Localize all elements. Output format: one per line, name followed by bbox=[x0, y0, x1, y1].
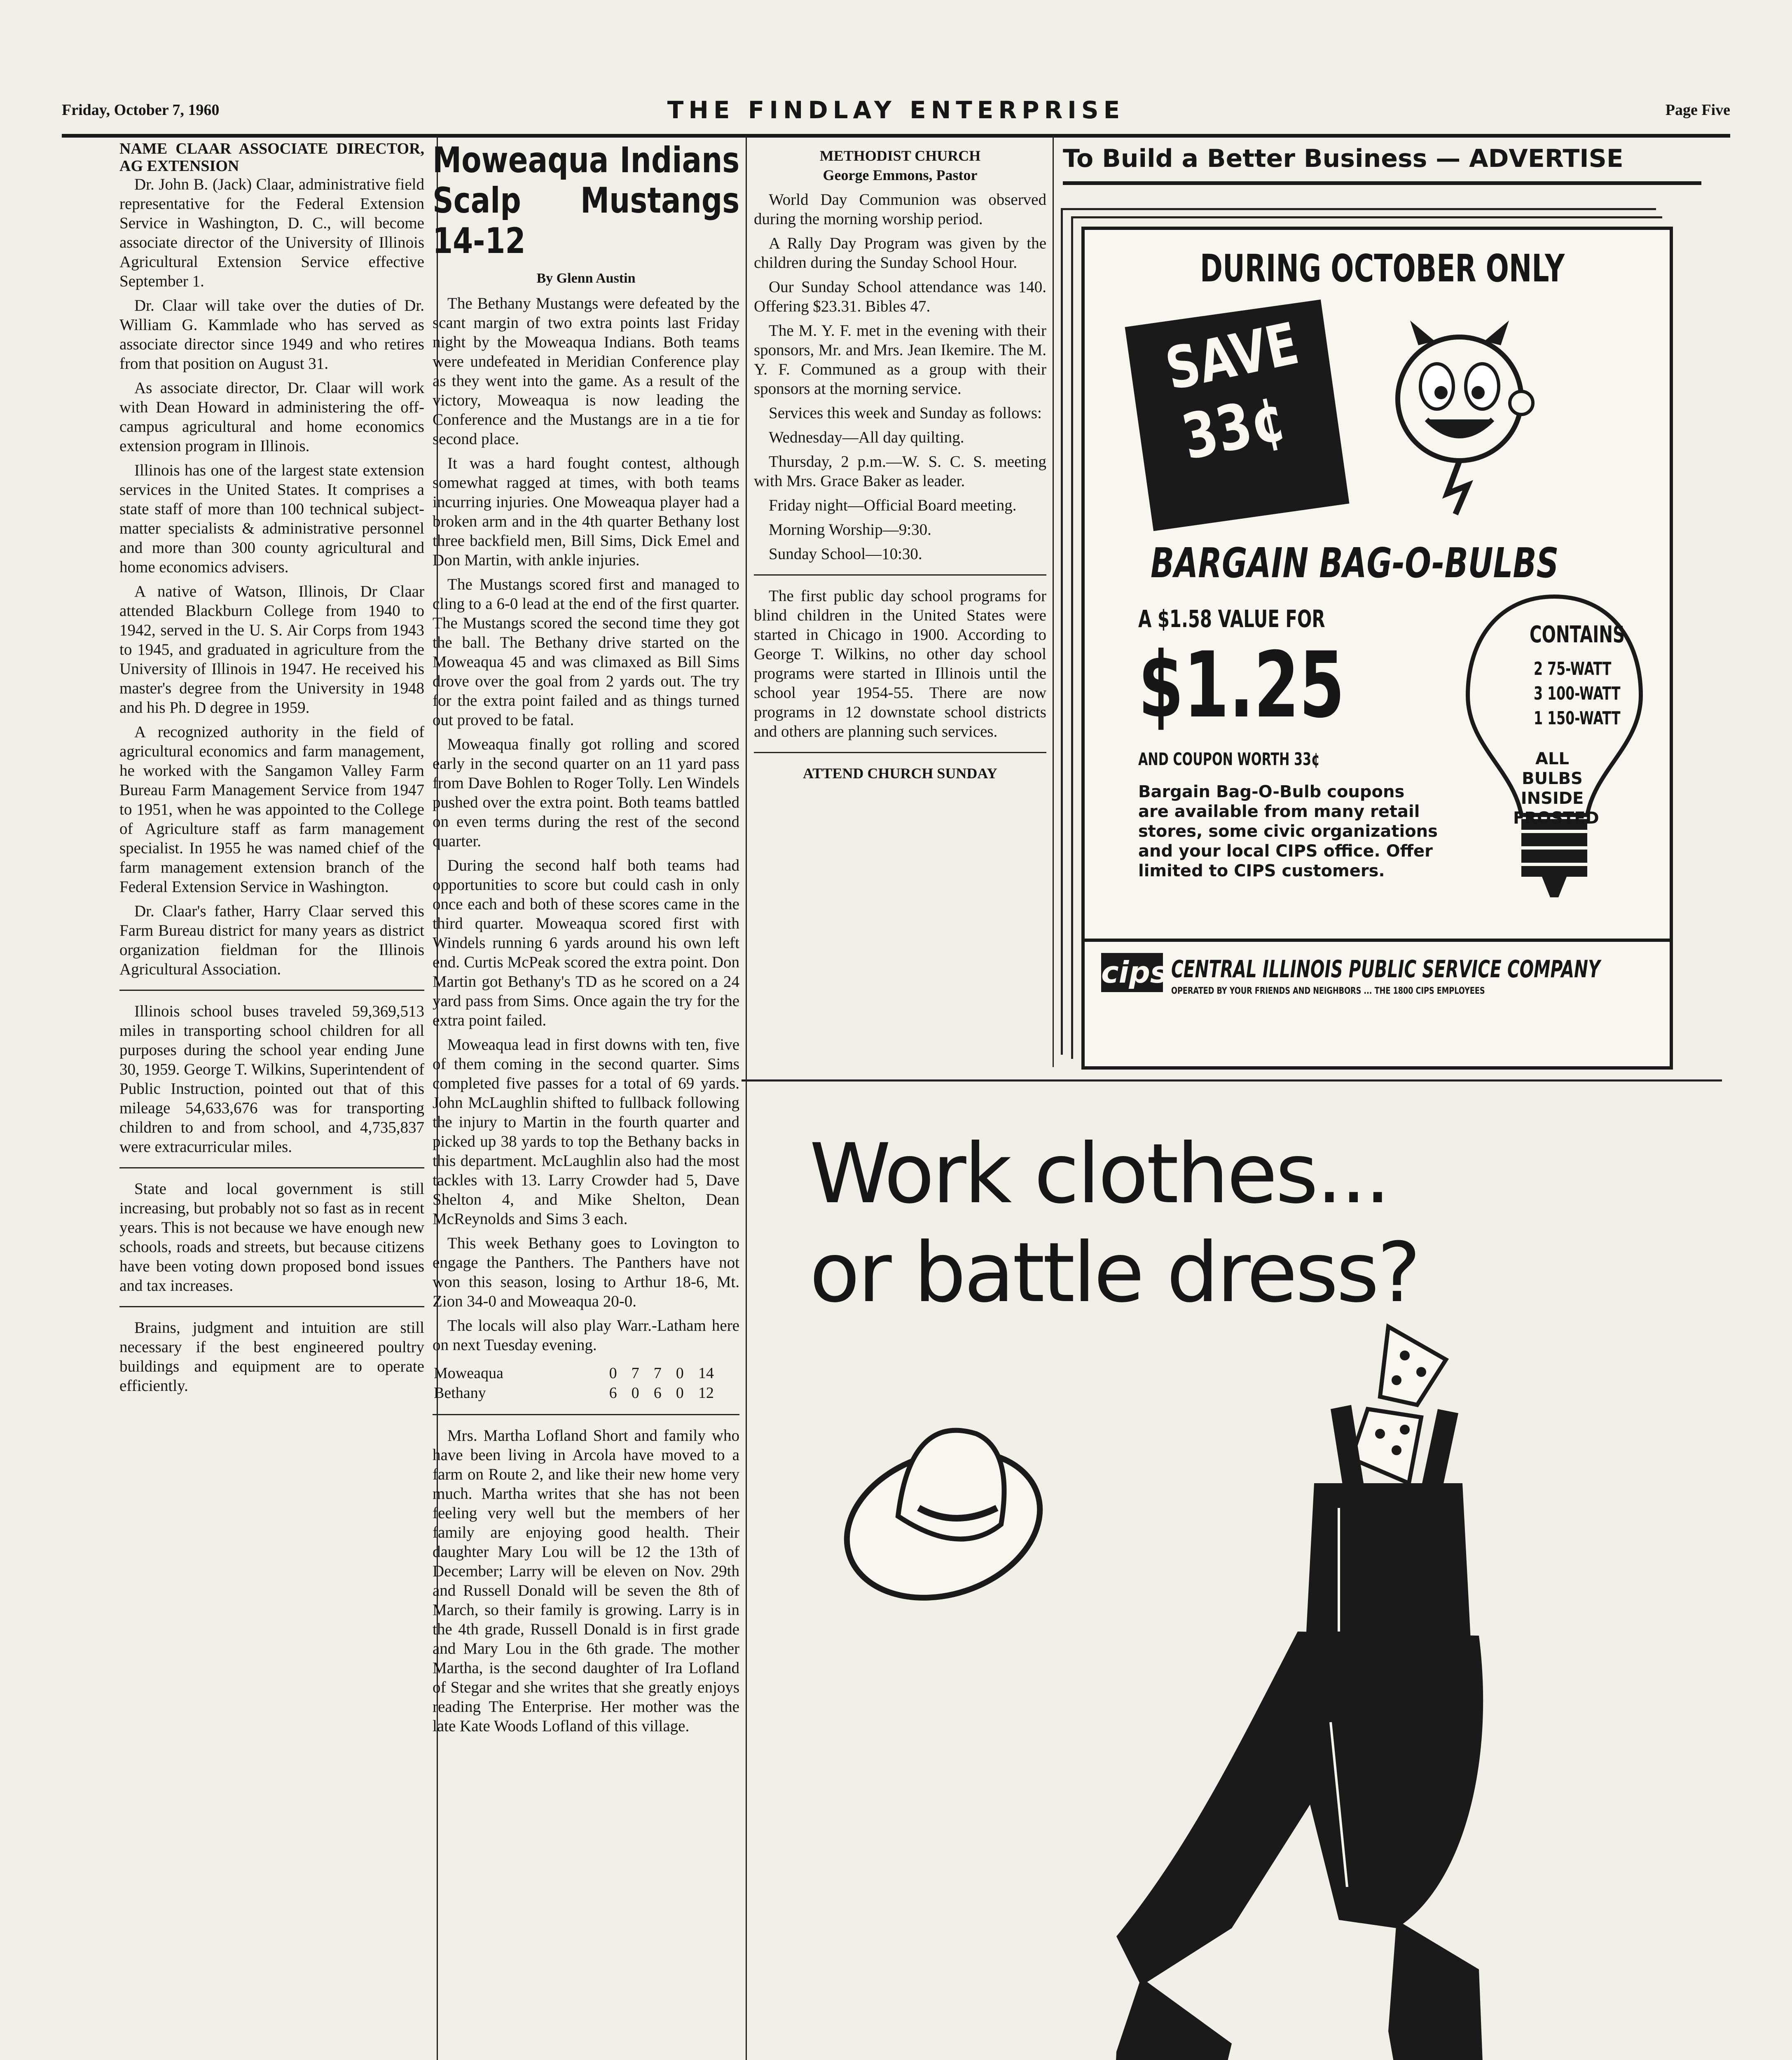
paragraph: It was a hard fought contest, although somewhat ragged at times, with both teams incurring injuries. One Moweaqua player had a broken arm and in the 4th quarter Bethany lost three backfield men, Bill Sims, Dick Emel and Don Martin, with ankle injuries. bbox=[433, 454, 739, 569]
paragraph: The Bethany Mustangs were defeated by the scant margin of two extra points last Friday night by the Moweaqua Indians. Both teams were undefeated in Meridian Conference play as they went into the game. As a result of the victory, Moweaqua is now leading the Conference and the Mustangs are in a tie for second place. bbox=[433, 295, 739, 448]
methodist-church-news bbox=[754, 146, 1046, 783]
cips-logo: cips bbox=[1101, 953, 1163, 992]
table-row bbox=[433, 1364, 739, 1383]
frosted-note: ALL BULBS INSIDE FROSTED bbox=[1513, 749, 1599, 828]
paragraph: Illinois has one of the largest state extension services in the United States. It comprises a state staff of more than 100 technical subject-matter specialists & administrative personnel and more than 300 county agricultural and home economics advisers. bbox=[119, 461, 424, 576]
score-cell: 7 bbox=[653, 1365, 662, 1382]
paragraph: The locals will also play Warr.-Latham here on next Tuesday evening. bbox=[433, 1317, 739, 1354]
offer-details: Bargain Bag-O-Bulb coupons are available from many retail stores, some civic organizations and your local CIPS office. Offer limited to CIPS customers. bbox=[1138, 782, 1438, 880]
divider bbox=[433, 1414, 739, 1415]
promo-period: DURING OCTOBER ONLY bbox=[1200, 246, 1565, 290]
byline: By Glenn Austin bbox=[536, 271, 636, 286]
save-amount: 33¢ bbox=[1176, 382, 1292, 474]
score-cell: 7 bbox=[631, 1365, 639, 1382]
bulb-item: 2 75-WATT bbox=[1534, 658, 1612, 679]
title-line-1: Work clothes... bbox=[809, 1126, 1389, 1222]
poultry-item: Brains, judgment and intuition are still necessary if the best engineered poultry buildings and equipment are to operate efficiently. bbox=[119, 1319, 424, 1395]
product-name: BARGAIN BAG-O-BULBS bbox=[1151, 539, 1559, 587]
section-rule bbox=[742, 1079, 1722, 1082]
government-item: State and local government is still increasing, but probably not so fast as in recent years. This is not because we have enough new schools, roads and streets, but because citizens have been voting down proposed bond issues and tax increases. bbox=[119, 1180, 424, 1295]
value-text: A $1.58 VALUE FOR bbox=[1138, 605, 1325, 633]
score-total: 14 bbox=[698, 1365, 714, 1382]
company-tagline: OPERATED BY YOUR FRIENDS AND NEIGHBORS ... THE 1800 CIPS EMPLOYEES bbox=[1171, 986, 1485, 996]
reddy-kilowatt-mascot-icon bbox=[1365, 321, 1554, 518]
paragraph: Thursday, 2 p.m.—W. S. C. S. meeting with Mrs. Grace Baker as leader. bbox=[754, 453, 1046, 490]
page-number: Page Five bbox=[1665, 101, 1730, 119]
paragraph: Wednesday—All day quilting. bbox=[769, 428, 964, 446]
advertise-header: To Build a Better Business — ADVERTISE bbox=[1063, 144, 1701, 185]
team-name: Bethany bbox=[434, 1384, 486, 1402]
blind-programs-item: The first public day school programs for blind children in the United States were started in Chicago in 1900. According to George T. Wilkins, no other day school programs were started in Illinois until the school year 1954-55. There are now programs in 12 downstate school districts and others are planning such services. bbox=[754, 587, 1046, 740]
school-time: Sunday School—10:30. bbox=[769, 545, 922, 563]
bulb-item: 3 100-WATT bbox=[1534, 683, 1621, 704]
article-headline: NAME CLAAR ASSOCIATE DIRECTOR, AG EXTENSION bbox=[119, 140, 424, 175]
newspaper-title: THE FINDLAY ENTERPRISE bbox=[667, 96, 1125, 124]
column-rule bbox=[1053, 136, 1054, 1067]
score-cell: 0 bbox=[676, 1384, 684, 1402]
save-text: SAVE bbox=[1160, 310, 1304, 404]
issue-date: Friday, October 7, 1960 bbox=[62, 101, 220, 119]
company-name: CENTRAL ILLINOIS PUBLIC SERVICE COMPANY bbox=[1171, 955, 1600, 983]
team-name: Moweaqua bbox=[434, 1365, 503, 1382]
paragraph: Dr. Claar's father, Harry Claar served this Farm Bureau district for many years as district organization fieldman for the Illinois Agricultural Association. bbox=[119, 902, 424, 978]
table-row bbox=[433, 1383, 739, 1402]
cowboy-hat-icon bbox=[828, 1427, 1059, 1622]
contains-label: CONTAINS bbox=[1530, 621, 1625, 648]
pastor-name: George Emmons, Pastor bbox=[823, 167, 978, 183]
paragraph: This week Bethany goes to Lovington to engage the Panthers. The Panthers have not won this season, losing to Arthur 18-6, Mt. Zion 34-0 and Moweaqua 20-0. bbox=[433, 1234, 739, 1310]
football-article bbox=[433, 140, 739, 1741]
column-rule bbox=[746, 136, 747, 2060]
paragraph: Our Sunday School attendance was 140. Offering $23.31. Bibles 47. bbox=[754, 278, 1046, 315]
coupon-text: AND COUPON WORTH 33¢ bbox=[1138, 749, 1320, 769]
paragraph: As associate director, Dr. Claar will work with Dean Howard in administering the off-campus agricultural and home economics extension program in Illinois. bbox=[119, 379, 424, 455]
paragraph: A recognized authority in the field of agricultural economics and farm management, he worked with the Sangamon Valley Farm Bureau Farm Management Service from 1947 to 1951, when he was appointed to the College of Agriculture staff as farm management specialist. In 1955 he was named chief of the farm management extension branch of the Federal Extension Service in Washington. bbox=[119, 723, 424, 896]
divider bbox=[754, 574, 1046, 576]
score-cell: 0 bbox=[631, 1384, 639, 1402]
score-cell: 0 bbox=[676, 1365, 684, 1382]
paragraph: A Rally Day Program was given by the children during the Sunday School Hour. bbox=[754, 234, 1046, 272]
worship-time: Morning Worship—9:30. bbox=[769, 521, 931, 538]
paragraph: During the second half both teams had opportunities to score but could cash in only once each and both of these scores came in the third quarter. Moweaqua scored first with Windels running 6 yards around his own left end. Curtis McPeak scored the extra point. Don Martin got Bethany's TD as he scored on a 24 yard pass from Sims. Once again the try for the extra point failed. bbox=[433, 857, 739, 1029]
divider bbox=[119, 1306, 424, 1307]
paragraph: Dr. Claar will take over the duties of Dr. William G. Kammlade who has served as associate director since 1949 and who retires from that position on August 31. bbox=[119, 297, 424, 372]
score-cell: 6 bbox=[653, 1384, 662, 1402]
bulb-item: 1 150-WATT bbox=[1534, 708, 1621, 729]
bus-item: Illinois school buses traveled 59,369,513 miles in transporting school children for all purposes during the school year ending June 30, 1959. George T. Wilkins, Superintendent of Public Instruction, pointed out that of this mileage 54,633,676 was for transporting children to and from school, and 4,735,837 were extracurricular miles. bbox=[119, 1002, 424, 1156]
score-total: 12 bbox=[698, 1384, 714, 1402]
attend-church-notice: ATTEND CHURCH SUNDAY bbox=[802, 765, 998, 782]
overalls-icon bbox=[1108, 1405, 1487, 2060]
ad-rule bbox=[1085, 939, 1670, 942]
paragraph: The M. Y. F. met in the evening with their sponsors, Mr. and Mrs. Jean Ikemire. The M. Y. F. Communed as a group with their sponsors at the morning service. bbox=[754, 322, 1046, 398]
sale-price: $1.25 bbox=[1138, 632, 1345, 738]
divider bbox=[119, 990, 424, 991]
claar-article bbox=[119, 140, 424, 1400]
paragraph: Dr. John B. (Jack) Claar, administrative field representative for the Federal Extension Service in Washington, D. C., will become associate director of the University of Illinois Agricultural Extension Service effective September 1. bbox=[119, 176, 424, 290]
paragraph: The Mustangs scored first and managed to cling to a 6-0 lead at the end of the first quarter. The Mustangs scored the second time they got the ball. The Bethany drive started on the Moweaqua 45 and was climaxed as Bill Sims drove over the goal from 2 yards out. The try for the extra point failed and as things turned out proved to be fatal. bbox=[433, 576, 739, 729]
article-headline: METHODIST CHURCH bbox=[819, 147, 981, 164]
safety-ad-title bbox=[809, 1125, 1633, 1323]
score-cell: 0 bbox=[609, 1365, 617, 1382]
paragraph: Moweaqua lead in first downs with ten, five of them coming in the second quarter. Sims completed five passes for a total of 69 yards. John McLaughlin shifted to fullback following the injury to Martin in the fourth quarter and picked up 38 yards to top the Bethany backs in this department. McLaughlin also had the most tackles with 13. Larry Crowder had 5, Dave Shelton 4, and Mike Shelton, Dean McReynolds and Sims 3 each. bbox=[433, 1036, 739, 1228]
cips-bulb-ad bbox=[1081, 227, 1673, 1070]
paragraph: Services this week and Sunday as follows: bbox=[769, 404, 1042, 422]
divider bbox=[119, 1167, 424, 1168]
lofland-item: Mrs. Martha Lofland Short and family who have been living in Arcola have moved to a farm on Route 2, and like their new home very much. Martha writes that she has not been feeling very well but the members of her family are enjoying good health. Their daughter Mary Lou will be 12 the 13th of December; Larry will be eleven on Nov. 29th and Russell Donald will be seven the 8th of March, so their family is growing. Larry is in the 4th grade, Russell Donald is in first grade and Mary Lou in the 6th grade. The mother Martha, is the second daughter of Ira Lofland of Stegar and she writes that she greatly enjoys reading The Enterprise. Her mother was the late Kate Woods Lofland of this village. bbox=[433, 1427, 739, 1735]
masthead bbox=[62, 89, 1730, 138]
score-cell: 6 bbox=[609, 1384, 617, 1402]
article-headline: Moweaqua Indians Scalp Mustangs 14-12 bbox=[433, 140, 740, 262]
paragraph: World Day Communion was observed during the morning worship period. bbox=[754, 191, 1046, 228]
paragraph: Friday night—Official Board meeting. bbox=[769, 496, 1017, 514]
title-line-2: or battle dress? bbox=[809, 1225, 1419, 1321]
divider bbox=[754, 752, 1046, 753]
paragraph: Moweaqua finally got rolling and scored early in the second quarter on an 11 yard pass from Dave Bohlen to Roger Tolly. Len Windels pushed over the extra point. Both teams battled on even terms during the rest of the second quarter. bbox=[433, 735, 739, 850]
work-clothes-illustration bbox=[820, 1310, 1644, 2060]
score-table bbox=[433, 1363, 739, 1403]
paragraph: A native of Watson, Illinois, Dr Claar attended Blackburn College from 1940 to 1942, served in the U. S. Air Corps from 1943 to 1945, and graduated in agriculture from the University of Illinois in 1947. He received his master's degree from the University in 1948 and his Ph. D degree in 1959. bbox=[119, 583, 424, 716]
